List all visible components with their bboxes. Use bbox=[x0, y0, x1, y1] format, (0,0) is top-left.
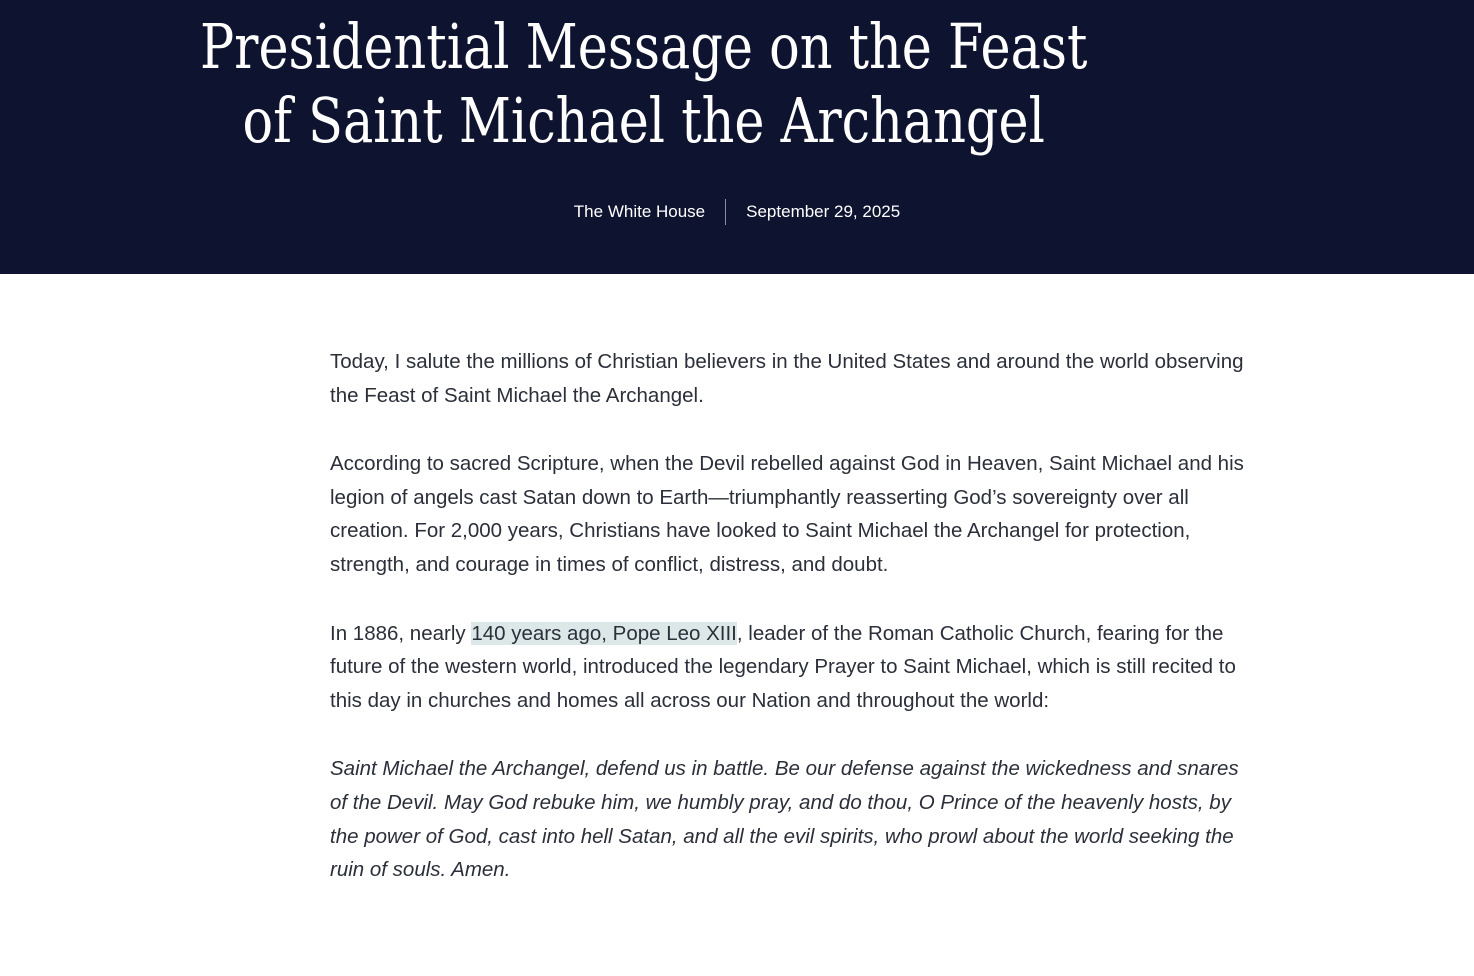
paragraph-3 bbox=[330, 617, 1250, 718]
page-title-line-1: Presidential Message on the Feast bbox=[199, 10, 1088, 83]
article-body bbox=[330, 345, 1250, 922]
article-meta bbox=[0, 199, 1474, 225]
prayer-quote: Saint Michael the Archangel, defend us in battle. Be our defense against the wickedness and snares of the Devil. May God rebuke him, we humbly pray, and do thou, O Prince of the heavenly hosts, by the power of God, cast into hell Satan, and all the evil spirits, who prowl about the world seeking the ruin of souls. Amen. bbox=[330, 757, 1239, 882]
page-header bbox=[0, 0, 1474, 274]
paragraph-3-text-end: , leader of the Roman Catholic Church, fearing for the future of the western world, introduced the legendary Prayer to Saint Michael, which is still recited to this day in churches and homes all across our Nation and throughout the world: bbox=[330, 621, 1236, 712]
author-link[interactable]: The White House bbox=[573, 202, 706, 221]
publish-date: September 29, 2025 bbox=[746, 202, 901, 221]
meta-divider bbox=[725, 199, 726, 225]
paragraph-1: Today, I salute the millions of Christian believers in the United States and around the world observing the Feast of Saint Michael the Archangel. bbox=[330, 350, 1244, 407]
page-title bbox=[0, 10, 1287, 158]
page-title-line-2: of Saint Michael the Archangel bbox=[242, 84, 1045, 157]
selected-text-highlight[interactable]: 140 years ago, Pope Leo XIII bbox=[471, 621, 737, 645]
paragraph-3-text-start: In 1886, nearly bbox=[330, 621, 472, 645]
paragraph-2: According to sacred Scripture, when the Devil rebelled against God in Heaven, Saint Michael and his legion of angels cast Satan down to Earth—triumphantly reasserting God’s sovereignty over all creation. For 2,000 years, Christians have looked to Saint Michael the Archangel for protection, strength, and courage in times of conflict, distress, and doubt. bbox=[330, 452, 1244, 576]
